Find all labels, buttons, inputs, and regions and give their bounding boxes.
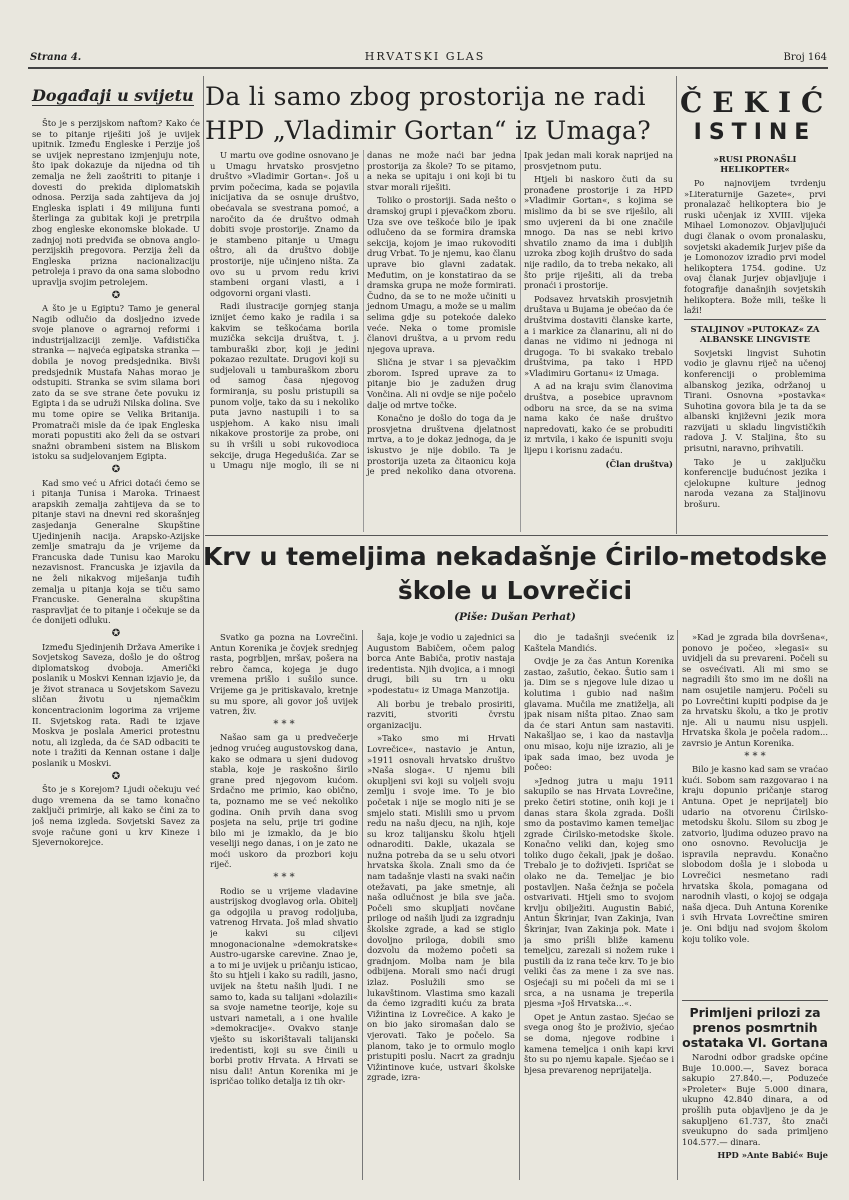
world-paragraph: Što je s Korejom? Ljudi očekuju već dugo vremena da se tamo konačno zaključi primirje, ali kako se čini za to još nema izgleda. Sovjetski Savez za svoje račune goni u krv Kineze i Sjevernokorejce. bbox=[32, 784, 200, 848]
page-label: Strana 4. bbox=[30, 52, 82, 63]
newspaper-name: HRVATSKI GLAS bbox=[364, 50, 486, 63]
krv-column-4: »Kad je zgrada bila dovršena«, ponovo je počeo, »legasi« su uvidjeli da su prevareni. Počeli su se osvećivati. Ali mi smo se nagradili što smo im ne došli na nam osujetile namjeru. Počeli su po Lovrečtini kupiti podpise da je za hrvatsku školu, a tko je protiv nje. Ali u naumu nisu uspjeli. Hrvatska škola je počela radom... zavrsio je Antun Korenika. * * * Bilo je kasno kad sam se vraćao kući. Sobom sam razgovarao i na kraju dopunio pričanje starog Antuna. Opet je neprijatelj bio udario na otvorenu Ćirilsko-metodsku školu. Silom su zbog je zatvorio, ljudima oduzeo pravo na ono osnovno. Revolucija je ispravila nepravdu. Konačno slobodom došla je i sloboda u Lovrečici nesmetano radi hrvatska škola, pomagana od narodnih vlasti, o kojoj se odgaja naša djeca. Duh Antuna Korenike i svih Hrvata Lovrečtine smiren je. Oni bdiju nad svojom školom koju toliko vole. bbox=[682, 632, 828, 944]
cekic-column: »RUSI PRONAŠLI HELIKOPTER« Po najnovijem tvrdenju »Literaturnije Gazete«, prvi pronalazač helikoptera bio je ruski učenjak iz XVIII. vijeka Mihael Lomonozov. Objavljujući dugi članak o ovom pronalasku, sovjetski akademik Jurjev piše da je Lomonozov izradio prvi model helikoptera 1754. godine. Uz ovaj članak Jurjev objavljuje i fotografije današnjih sovjetskih helikoptera. Bože mili, teške li laži! STALJINOV »PUTOKAZ« ZA ALBANSKE LINGVISTE Sovjetski lingvist Suhotin vodio je glavnu riječ na učenoj konferenciji o problemima albanskog jezika, održanoj u Tirani. Osnovna »postavka« Suhotina govora bila je ta da se albanski književni jezik mora razvijati u skladu lingvističkih radova J. V. Staljina, što su prisutni, naravno, prihvatili. Tako je u zaključku konferencije budućnost jezika i cjelokupne kulture jednog naroda vezana za Staljinovu brošuru. bbox=[684, 154, 826, 510]
divider bbox=[684, 319, 826, 320]
separator-icon: ✪ bbox=[111, 770, 121, 782]
prilozi-body: Narodni odbor gradske općine Buje 10.000.—, Savez boraca sakupio 27.840.—, Poduzeće »Proleter« Buje 5.000 dinara, ukupno 42.840 dinara, a od prošlih puta objavljeno je da je sakupljeno 61.737, što znači sveukupno do sada primljeno 104.577.— dinara. HPD »Ante Babić« Buje bbox=[682, 1052, 828, 1161]
world-column bbox=[32, 118, 200, 1178]
krv-column-2: šaja, koje je vodio u zajednici sa Augustom Babičem, očem palog borca Ante Babiča, protiv nastaja iredentista. Njih dvojica, a i mnogi drugi, bili su trn u oku »podestatu« iz Umaga Manzotija. Ali borbu je trebalo prosiriti, razviti, stvoriti čvrstu organizaciju. »Tako smo mi Hrvati Lovrečice«, nastavio je Antun, »1911 osnovali hrvatsko društvo »Naša sloga«. U njemu bili okupljeni svi koji su voljeli svoju zemlju i svoje ime. To je bio početak i nije se moglo niti je se smjelo stati. Mislili smo u prvom redu na našu djecu, na njih, koje su kroz talijansku školu htjeli odnaroditi. Dakle, ukazala se nužna potreba da se u selu otvori hrvatska škola. Znali smo da će nam tadašnje vlasti na svaki način otežavati, pa jake smetnje, ali naša odlučnost je bila sve jača. Počeli smo skupljati novčane priloge od naših ljudi za izgradnju školske zgrade, a kad se stiglo dovoljno priloga, dobili smo dozvolu da možemo početi sa gradnjom. Molba nam je bila odbijena. Morali smo naći drugi izlaz. Poslužili smo se lukavštinom. Vlastima smo kazali da ćemo izgraditi kuću za brata Vižintina iz Lovrečice. A kako je on bio jako siromašan dalo se vjerovati. Tako je počelo. Sa planom, tako je to ormulo moglo pristupiti poslu. Nacrt za gradnju Vižintinove kuće, ustvari školske zgrade, izra- bbox=[367, 632, 515, 1083]
column-divider bbox=[677, 630, 678, 1180]
column-divider bbox=[519, 630, 520, 1180]
separator-icon: * * * bbox=[273, 718, 295, 730]
world-paragraph: Kad smo već u Africi dotaći ćemo se i pitanja Tunisa i Maroka. Trinaest arapskih zemalja zahtijeva da se to pitanje stavi na dnevni red skorašnjeg zasjedanja Generalne Skupštine Ujedinjenih nacija. Arapsko-Azijske zemlje smatraju da je vrijeme da Francuska dade Tunisu kao Maroku nezavisnost. Francuska je izjavila da ne želi nikakvog miješanja tuđih zemalja u pitanja koja se tiču samo Francuske. Generalna skupština raspravljat će to pitanje i očekuje se da će donijeti odluku. bbox=[32, 477, 200, 626]
separator-icon: * * * bbox=[273, 872, 295, 884]
hpd-article-title: Da li samo zbog prostorija ne radi HPD „Vladimir Gortan“ iz Umaga? bbox=[205, 82, 651, 145]
section-rule bbox=[682, 1000, 828, 1001]
header-rule bbox=[28, 67, 828, 69]
world-paragraph: Između Sjedinjenih Država Amerike i Sovjetskog Saveza, došlo je do oštrog diplomatskog dvoboja. Američki poslanik u Moskvi Kennan izjavio je, da je život stranaca u Sovjetskom Savezu sličan životu u njemačkim koncentracionim logorima za vrijeme II. Svjetskog rata. Radi te izjave Moskva je poslala Americi protestnu notu, ali izgleda, da će SAD odbaciti te note i tražiti da Kennan ostane i dalje poslanik u Moskvi. bbox=[32, 641, 200, 769]
cekic-title: ČEKIĆ bbox=[680, 86, 834, 119]
separator-icon: ✪ bbox=[111, 289, 121, 301]
separator-icon: * * * bbox=[744, 750, 766, 762]
krv-column-3: dio je tadašnji svećenik iz Kaštela Mandićs. Ovdje je za čas Antun Korenika zastao, zašutio, čekao. Šutio sam i ja. Dim se s njegove lule dizao u kolutima i gubio nad našim glavama. Mučila me znatiželja, ali jpak nisam ništa pitao. Znao sam da će stari Antun sam nastaviti. Nakašljao se, i kao da nastavlja onu misao, koju nije izrazio, ali je ipak sada imao, bez uvoda je počeo: »Jednog jutra u maju 1911 sakupilo se nas Hrvata Lovrečine, preko četiri stotine, onih koji je i danas stara škola zgrada. Došli smo da postavimo kamen temeljac zgrade Ćirilsko-metodske škole. Konačno veliki dan, kojeg smo toliko dugo čekali, jpak je došao. Trebalo je to doživjeti. Ispričat se olako ne da. Temeljac je bio postavljen. Naša čežnja se počela ostvarivati. Htjeli smo to svojom krvlju obilježiti. Augustin Babić, Antun Škrinjar, Ivan Zakinja, Ivan Škrinjar, Ivan Zakinja pok. Mate i ja smo prišli bliže kamenu temeljcu, zarezali si nožem ruke i pustili da iz rana teče krv. To je bio veliki čas za mene i za sve nas. Osjećaji su mi počeli da mi se i srca, a na usnama je treperila pjesma »Još Hrvatska...«. Opet je Antun zastao. Sjećao se svega onog što je proživio, sjećao se doma, njegove rodbine i kamena temeljca i onih kapi krvi što su po njemu kapale. Sjećao se i bjesa prevarenog neprijatelja. bbox=[524, 632, 674, 1075]
column-divider bbox=[676, 76, 677, 534]
column-divider bbox=[362, 630, 363, 1180]
world-paragraph: A što je u Egiptu? Tamo je general Nagib odlučio da dosljedno izvede svoje planove o agrarnoj reformi i industrijalizaciji zemlje. Vafdistička stranka — najveća egipatska stranka — dobila je novog predsjednika. Bivši predsjednik Mustafa Nahas morao je odstupiti. Stranka se svim silama bori zato da se sve strane čete povuku iz Egipta i da se udruži Nilska dolina. Sve mu tome opire se Velika Britanija. Promatrači misle da će ipak Engleska morati popustiti ako želi da se ostvari snažni obrambeni sistem na Bliskom istoku sa sudjelovanjem Egipta. bbox=[32, 303, 200, 462]
section-rule bbox=[205, 535, 828, 536]
separator-icon: ✪ bbox=[111, 627, 121, 639]
hpd-article-body: U martu ove godine osnovano je u Umagu hrvatsko prosvjetno društvo »Vladimir Gortan«. Još u prvim počecima, kada se pojavila inicijativa da se osnuje društvo, obećavala se svestrana pomoć, a naročito da će društvo odmah dobiti svoje prostorije. Znamo da je stambeno pitanje u Umagu oštro, ali da društvo dobije prostorije, nije učinjeno ništa. Za ovo su u prvom redu krivi stambeni organi vlasti, a i odgovorni organi vlasti. Radi ilustracije gornjeg stanja iznijet ćemo kako je radila i sa kakvim se teškoćama borila muzička sekcija društva, t. j. tamburaški zbor, koji je jedini pokazao rezultate. Drugovi koji su sudjelovali u tamburaškom zboru od samog časa njegovog formiranja, su poslu pristupili sa punom volje, tako da su i nekoliko puta javno nastupili i to sa uspjehom. A kako nisu imali nikakove prostorije za probe, oni su ih vršili u sobi rukovodioca sekcije, druga Hegedušića. Zar se u Umagu nije moglo, ili se ni danas ne može naći bar jedna prostorija za škole? To se pitamo, a neka se upitaju i oni koji bi tu stvar morali riješiti. Toliko o prostoriji. Sada nešto o dramskoj grupi i pjevačkom zboru. Uza sve ove teškoće bilo je ipak odlučeno da se formira dramska sekcija, kojom je imao rukovoditi drug Vrbat. To je njemu, kao članu uprave bio glavni zadatak. Međutim, on je konstatirao da se dramska grupa ne može formirati. Čudno, da se to ne može učiniti u jednom Umagu, a može se u malim selima gdje su potekoće daleko veće. Neka o tome promisle članovi društva, a u prvom redu njegova uprava. Slična je stvar i sa pjevačkim zborom. Ispred uprave za to pitanje bio je zadužen drug Vončina. Ali ni ovdje se nije počelo dalje od mrtve točke. Konačno je došlo do toga da je prosvjetna društvena djelatnost mrtva, a to je dokaz jednoga, da je iskustvo je nije dobilo. Ta je prostorija uzeta za čitaonicu koja je pred nekoliko dana otvorena. Ipak jedan mali korak naprijed na prosvjetnom putu. Htjeli bi naskoro čuti da su pronađene prostorije i za HPD »Vladimir Gortan«, s kojima se mislimo da bi se sve riješilo, ali smo uvjereni da bi one značile mnogo. Da nas se nebi krivo shvatilo znamo da ima i dubljih uzroka zbog kojih društvo do sada nije radilo, da to treba nekako, ali što prije riješiti, ali da treba pronaći i prostorije. Podsavez hrvatskih prosvjetnih društava u Bujama je obećao da će društvima dostaviti članske karte, a i markice za članarinu, ali ni do danas ne vidimo ni jednoga ni drugoga. To bi svakako trebalo društvima, pa tako i HPD »Vladimiru Gortanu« iz Umaga. A ad na kraju svim članovima društva, a posebice upravnom odboru na srce, da se na svima nama kako će naše društvo napredovati, kako će se probuditi iz mrtvila, i kako će ispuniti svoju lijepu i korisnu zadaću. (Član društva) bbox=[210, 150, 673, 477]
column-divider bbox=[203, 76, 204, 1181]
separator-icon: ✪ bbox=[111, 464, 121, 475]
cekic-item-heading: »RUSI PRONAŠLI HELIKOPTER« bbox=[713, 154, 797, 174]
issue-number: Broj 164 bbox=[783, 52, 827, 63]
krv-author: (Piše: Dušan Perhat) bbox=[454, 611, 576, 623]
krv-column-1: Svatko ga pozna na Lovrečini. Antun Korenika je čovjek srednjeg rasta, pogrbljen, mršav, pošera na rebro čamca, kojega je dugo vremena prišlo i sušilo sunce. Vrijeme ga je pritiskavalo, kretnje su mu spore, ali govor još uvijek vatren, živ. * * * Našao sam ga u predvečerje jednog vrućeg augustovskog dana, kako se odmara u sjeni dudovog stabla, koje je raskošno širilo grane pred njegovom kućom. Srdačno me primio, kao obično, ta, poznamo me se već nekoliko godina. Onih prvih dana svog posjeta na selu, prije tri godine bilo mi je izmaklo, da je bio veseliji nego danas, i on je zato ne moći uskoro da prozbori koju riječ. * * * Rodio se u vrijeme vladavine austrijskog dvoglavog orla. Obitelj ga odgojila u pravog rodoljuba, vatrenog Hrvata. Još mlad shvatio je kakvi su ciljevi mnogonacionalne »demokratske« Austro-ugarske carevine. Znao je, a to mi je uvijek u pričanju isticao, što su htjeli i kako su radili, jasno, uvijek na štetu naših ljudi. I ne samo to, kada su talijani »dolazili« sa svoje nametne teorije, koje su ustvari nametali, a i one hvalile »demokracije«. Ovakvo stanje vješto su iskorištavali talijanski iredentisti, koji su sve činili u borbi protiv Hrvata. A Hrvati se nisu dali! Antun Korenika mi je ispričao toliko detalja iz tih okr- bbox=[210, 632, 358, 1087]
world-section-title: Događaji u svijetu bbox=[32, 86, 194, 105]
prilozi-signature: HPD »Ante Babić« Buje bbox=[717, 1150, 828, 1161]
cekic-item-heading: STALJINOV »PUTOKAZ« ZA ALBANSKE LINGVISTE bbox=[690, 323, 820, 344]
cekic-subtitle: ISTINE bbox=[693, 120, 817, 145]
world-paragraph: Što je s perzijskom naftom? Kako će se to pitanje riješiti još je uvijek upitnik. Između Engleske i Perzije još se uvijek neprestano izmjenjuju note, što ipak dokazuje da nijedna od tih zemalja ne želi zaoštriti to pitanje i dovesti do prekida diplomatskih odnosa. Perzija sada zahtijeva da joj Engleska isplati i 49 milijuna funti šterlinga za gubitak koji je pretrpila zbog engleske ekonomske blokade. U zadnjoj noti predviđa se obnova anglo-perzijskih pregovora. Perzija želi da Engleska prizna nacionalizaciju petroleja i pravo da ona sama slobodno upravlja svojim petrolejem. bbox=[32, 118, 200, 287]
prilozi-title: Primljeni prilozi za prenos posmrtnih ostataka Vl. Gortana bbox=[682, 1005, 828, 1050]
krv-article-title: Krv u temeljima nekadašnje Ćirilo-metodske škole u Lovrečici bbox=[202, 542, 828, 605]
hpd-signature: (Član društva) bbox=[605, 458, 673, 469]
